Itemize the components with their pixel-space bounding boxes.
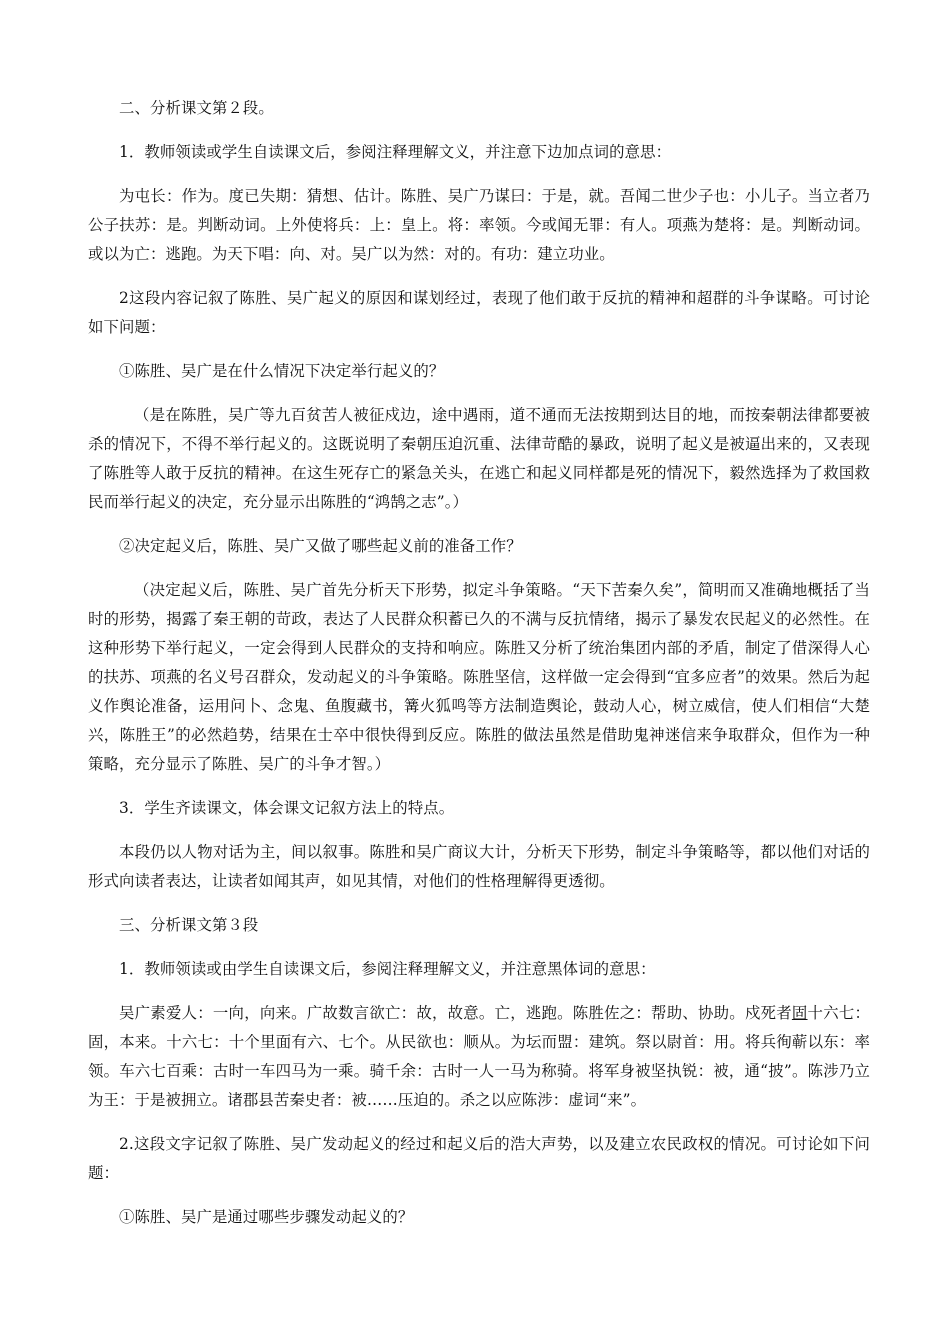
section-3-step-2: 2.这段文字记叙了陈胜、吴广发动起义的经过和起义后的浩大声势，以及建立农民政权的情况。可讨论如下问题： <box>88 1135 870 1182</box>
document-page <box>88 94 870 1247</box>
section-2-step-1: 1．教师领读或学生自读课文后，参阅注释理解文义，并注意下边加点词的意思： <box>119 143 672 161</box>
section-3-word-notes <box>88 999 870 1115</box>
section-2-step-3: 3．学生齐读课文，体会课文记叙方法上的特点。 <box>119 799 455 817</box>
section-2-answer-2: （决定起义后，陈胜、吴广首先分析天下形势，拟定斗争策略。“天下苦秦久矣”，简明而又准确地概括了当时的形势，揭露了秦王朝的苛政，表达了人民群众积蓄已久的不满与反抗情绪，揭示了暴发农民起义的必然性。在这种形势下举行起义，一定会得到人民群众的支持和响应。陈胜又分析了统治集团内部的矛盾，制定了借深得人心的扶苏、项燕的名义号召群众，发动起义的斗争策略。陈胜坚信，这样做一定会得到“宜多应者”的效果。然后为起义作舆论准备，运用问卜、念鬼、鱼腹藏书，篝火狐鸣等方法制造舆论，鼓动人心，树立威信，使人们相信“大楚兴，陈胜王”的必然趋势，结果在士卒中很快得到反应。陈胜的做法虽然是借助鬼神迷信来争取群众，但作为一种策略，充分显示了陈胜、吴广的斗争才智。） <box>88 581 870 773</box>
section-3-question-1: ①陈胜、吴广是通过哪些步骤发动起义的？ <box>119 1208 414 1226</box>
section-2-heading: 二、分析课文第２段。 <box>119 99 274 117</box>
section-2-word-notes: 为屯长：作为。度已失期：猜想、估计。陈胜、吴广乃谋曰：于是，就。吾闻二世少子也：小儿子。当立者乃公子扶苏：是。判断动词。上外使将兵：上：皇上。将：率领。今或闻无罪：有人。项燕为楚将：是。判断动词。或以为亡：逃跑。为天下唱：向、对。吴广以为然：对的。有功：建立功业。 <box>88 187 870 263</box>
section-2-answer-1: （是在陈胜，吴广等九百贫苦人被征戍边，途中遇雨，道不通而无法按期到达目的地，而按秦朝法律都要被杀的情况下，不得不举行起义的。这既说明了秦朝压迫沉重、法律苛酷的暴政，说明了起义是被逼出来的，又表现了陈胜等人敢于反抗的精神。在这生死存亡的紧急关头，在逃亡和起义同样都是死的情况下，毅然选择为了救国救民而举行起义的决定，充分显示出陈胜的“鸿鹄之志”。） <box>88 406 870 511</box>
section-3-notes-part-b: 十六七：固，本来。十六七：十个里面有六、七个。从民欲也：顺从。为坛而盟：建筑。祭以尉首：用。将兵徇蕲以东：率领。车六七百乘：古时一车四马为一乘。骑千余：古时一人一马为称骑。将军身被坚执锐：被，通“披”。陈涉乃立为王：于是被拥立。诸郡县苦秦史者：被……压迫的。杀之以应陈涉：虚词“来”。 <box>88 1004 870 1109</box>
underlined-word: 固 <box>791 1004 808 1022</box>
section-2-step-2: 2这段内容记叙了陈胜、吴广起义的原因和谋划经过，表现了他们敢于反抗的精神和超群的斗争谋略。可讨论如下问题： <box>88 289 870 336</box>
section-3-step-1: 1．教师领读或由学生自读课文后，参阅注释理解文义，并注意黑体词的意思： <box>119 960 656 978</box>
section-2-question-1: ①陈胜、吴广是在什么情况下决定举行起义的？ <box>119 362 445 380</box>
section-2-method-summary: 本段仍以人物对话为主，间以叙事。陈胜和吴广商议大计，分析天下形势，制定斗争策略等，都以他们对话的形式向读者表达，让读者如闻其声，如见其情，对他们的性格理解得更透彻。 <box>88 843 870 890</box>
section-2-question-2: ②决定起义后，陈胜、吴广又做了哪些起义前的准备工作？ <box>119 537 522 555</box>
section-3-notes-part-a: 吴广素爱人：一向，向来。广故数言欲亡：故，故意。亡，逃跑。陈胜佐之：帮助、协助。戍死者 <box>119 1004 792 1022</box>
section-3-heading: 三、分析课文第３段 <box>119 916 259 934</box>
